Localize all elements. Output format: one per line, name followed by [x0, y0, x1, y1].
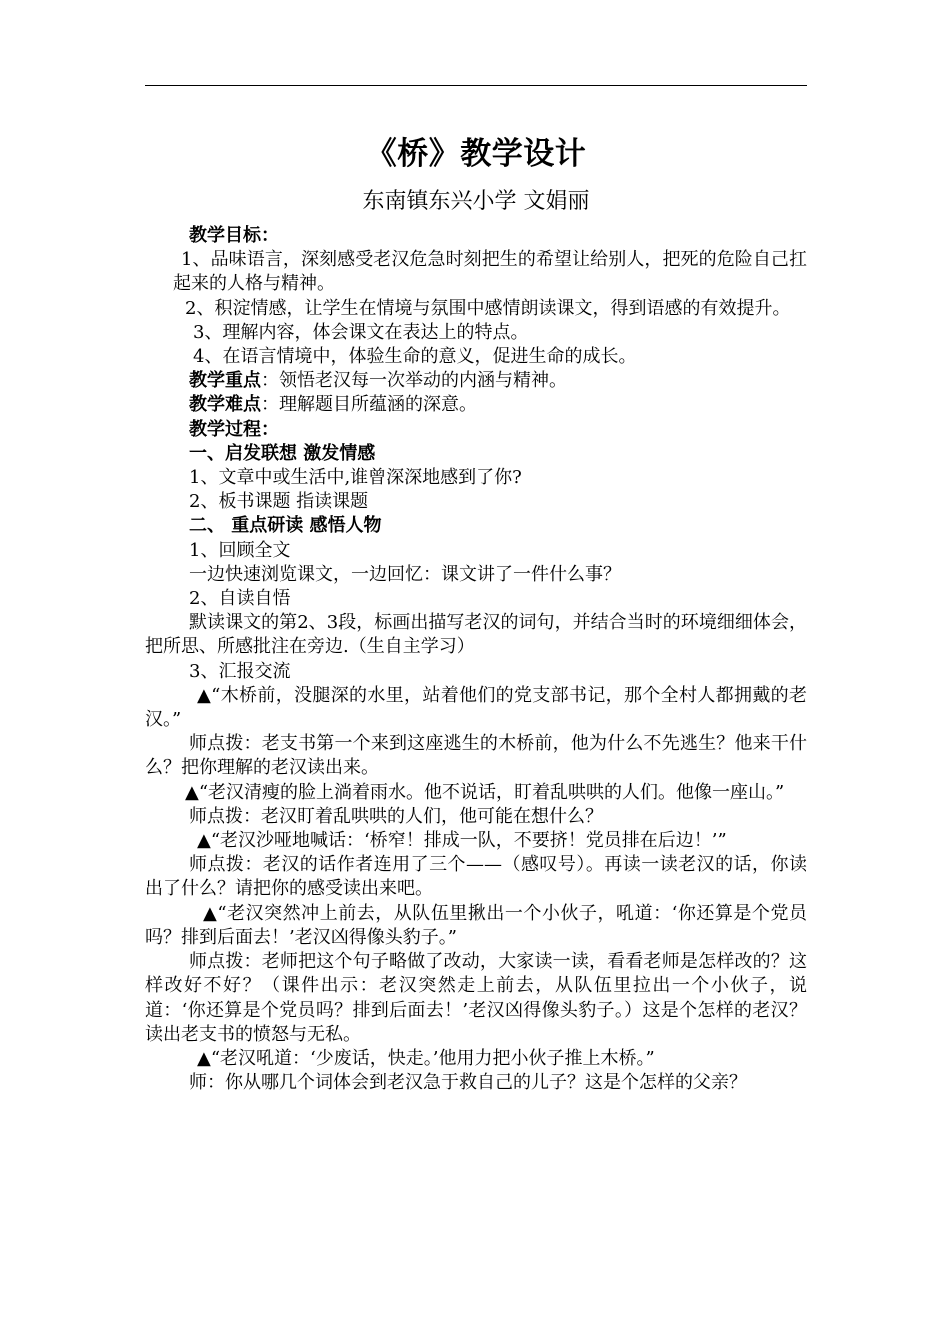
goal-item: 1、品味语言，深刻感受老汉危急时刻把生的希望让给别人，把死的危险自己扛起来的人格与精神。 — [173, 249, 807, 295]
header-rule — [145, 85, 807, 86]
quote-paragraph: ▲“木桥前，没腿深的水里，站着他们的党支部书记，那个全村人都拥戴的老汉。” — [145, 684, 807, 731]
goal-item: 4、在语言情境中，体验生命的意义，促进生命的成长。 — [193, 346, 637, 368]
key-point-label: 教学重点 — [189, 370, 261, 392]
document-author: 东南镇东兴小学 文娟丽 — [362, 189, 590, 214]
self-heading: 2、自读自悟 — [189, 588, 291, 610]
report-heading: 3、汇报交流 — [189, 660, 291, 682]
process-heading: 教学过程： — [189, 418, 279, 440]
quote-paragraph: ▲“老汉沙哑地喊话：‘桥窄！排成一队，不要挤！党员排在后边！’” — [197, 830, 727, 852]
goal-item: 2、积淀情感，让学生在情境与氛围中感情朗读课文，得到语感的有效提升。 — [185, 297, 791, 319]
section2-heading: 二、 重点研读 感悟人物 — [189, 515, 382, 537]
document-title: 《桥》教学设计 — [365, 136, 587, 172]
quote-paragraph: ▲“老汉突然冲上前去，从队伍里揪出一个小伙子，吼道：‘你还算是个党员吗？排到后面去！’老汉凶得像头豹子。” — [145, 902, 807, 948]
quote-paragraph: ▲“老汉清瘦的脸上淌着雨水。他不说话，盯着乱哄哄的人们。他像一座山。” — [185, 781, 785, 803]
difficulty-text: ：理解题目所蕴涵的深意。 — [261, 394, 477, 416]
teacher-comment: 师点拨：老汉盯着乱哄哄的人们，他可能在想什么？ — [189, 805, 603, 827]
section1-item: 1、文章中或生活中,谁曾深深地感到了你? — [189, 467, 522, 489]
review-heading: 1、回顾全文 — [189, 539, 291, 561]
document-body — [145, 224, 807, 1095]
key-point-text: ：领悟老汉每一次举动的内涵与精神。 — [261, 370, 567, 392]
difficulty — [145, 393, 807, 417]
teacher-comment: 师点拨：老汉的话作者连用了三个——（感叹号）。再读一读老汉的话，你读出了什么？请把你的感受读出来吧。 — [145, 854, 807, 900]
quote-paragraph: ▲“老汉吼道：‘少废话，快走。’他用力把小伙子推上木桥。” — [197, 1047, 655, 1069]
key-point — [145, 369, 807, 393]
teacher-comment: 师点拨：老支书第一个来到这座逃生的木桥前，他为什么不先逃生？他来干什么？把你理解的老汉读出来。 — [145, 733, 807, 779]
review-text: 一边快速浏览课文，一边回忆：课文讲了一件什么事？ — [189, 563, 621, 585]
goals-heading: 教学目标： — [189, 225, 279, 246]
teacher-comment: 师点拨：老师把这个句子略做了改动，大家读一读，看看老师是怎样改的？这样改好不好？（课件出示：老汉突然走上前去，从队伍里拉出一个小伙子，说道：‘你还算是个党员吗？排到后面去！’老汉凶得像头豹子。）这是个怎样的老汉？读出老支书的愤怒与无私。 — [145, 951, 807, 1045]
section1-item: 2、板书课题 指读课题 — [189, 491, 369, 513]
difficulty-label: 教学难点 — [189, 394, 261, 416]
goal-item: 3、理解内容，体会课文在表达上的特点。 — [193, 321, 529, 343]
section1-heading: 一、启发联想 激发情感 — [189, 442, 376, 464]
teacher-comment: 师：你从哪几个词体会到老汉急于救自己的儿子？这是个怎样的父亲？ — [189, 1072, 747, 1094]
self-text: 默读课文的第2、3段，标画出描写老汉的词句，并结合当时的环境细细体会，把所思、所感批注在旁边.（生自主学习） — [145, 612, 807, 658]
